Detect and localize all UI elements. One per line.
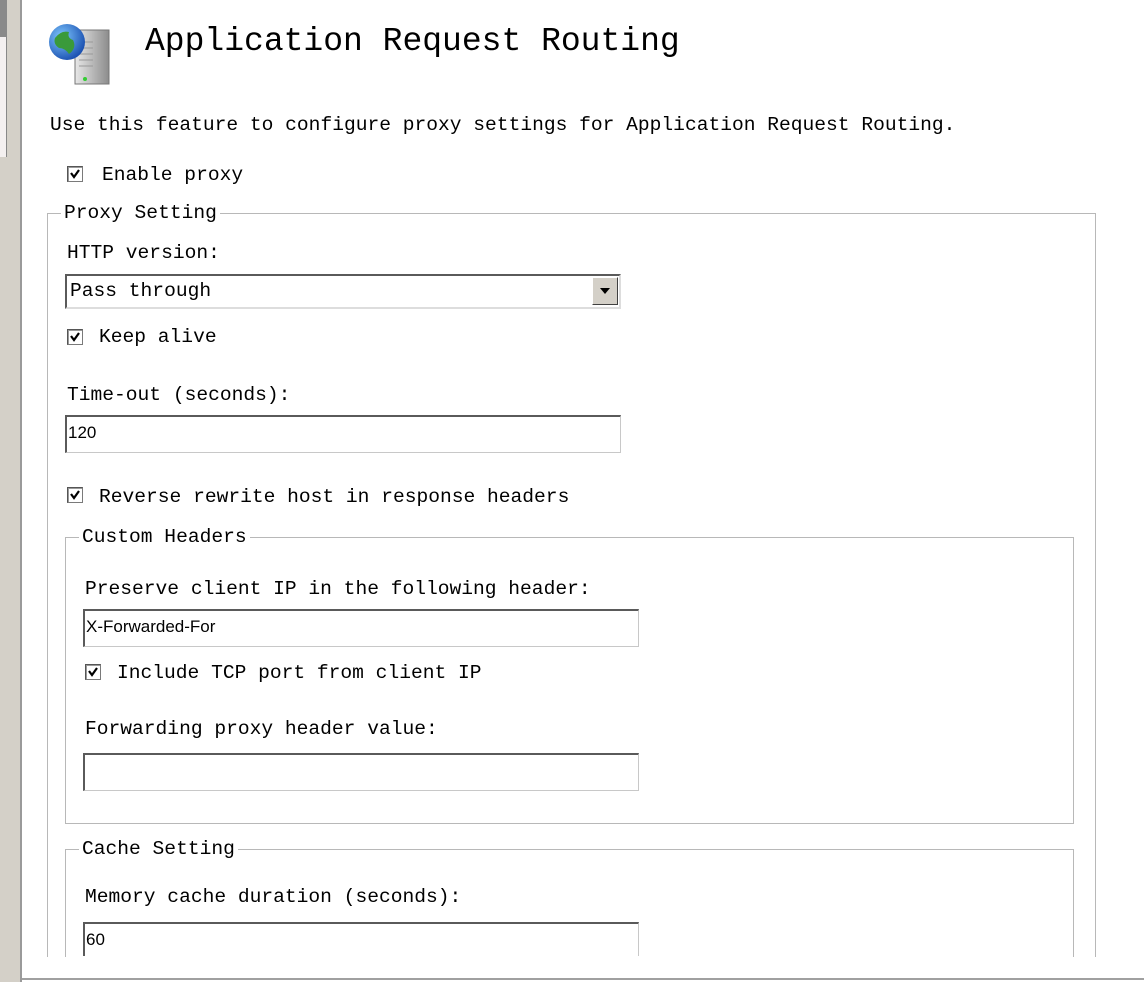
keep-alive-label: Keep alive (99, 326, 217, 348)
enable-proxy-checkbox[interactable] (67, 166, 83, 182)
timeout-label: Time-out (seconds): (67, 384, 291, 406)
enable-proxy-label: Enable proxy (102, 164, 244, 186)
cache-setting-legend: Cache Setting (79, 837, 238, 861)
http-version-value: Pass through (70, 280, 212, 302)
forwarding-proxy-label: Forwarding proxy header value: (85, 718, 438, 740)
checkmark-icon (69, 489, 81, 501)
memory-cache-input[interactable]: 60 (83, 922, 639, 956)
include-tcp-port-checkbox[interactable] (85, 664, 101, 680)
proxy-setting-legend: Proxy Setting (61, 201, 220, 225)
feature-pane (22, 0, 1144, 956)
reverse-rewrite-checkbox[interactable] (67, 487, 83, 503)
preserve-ip-header-input[interactable]: X-Forwarded-For (83, 609, 639, 647)
dropdown-button[interactable] (592, 277, 618, 305)
pane-border (22, 978, 1144, 980)
include-tcp-port-label: Include TCP port from client IP (117, 662, 482, 684)
checkmark-icon (69, 331, 81, 343)
preserve-ip-label: Preserve client IP in the following header: (85, 578, 591, 600)
checkmark-icon (69, 168, 81, 180)
checkmark-icon (87, 666, 99, 678)
forwarding-proxy-input[interactable] (83, 753, 639, 791)
custom-headers-legend: Custom Headers (79, 525, 250, 549)
reverse-rewrite-label: Reverse rewrite host in response headers (99, 486, 570, 508)
http-version-label: HTTP version: (67, 242, 220, 264)
chevron-down-icon (593, 278, 617, 304)
memory-cache-label: Memory cache duration (seconds): (85, 886, 462, 908)
timeout-input[interactable]: 120 (65, 415, 621, 453)
left-pane-edge (0, 0, 22, 982)
page-description: Use this feature to configure proxy settings for Application Request Routing. (50, 114, 956, 136)
page-title: Application Request Routing (145, 23, 680, 60)
http-version-select[interactable] (65, 274, 621, 309)
globe-server-icon (45, 20, 113, 88)
keep-alive-checkbox[interactable] (67, 329, 83, 345)
